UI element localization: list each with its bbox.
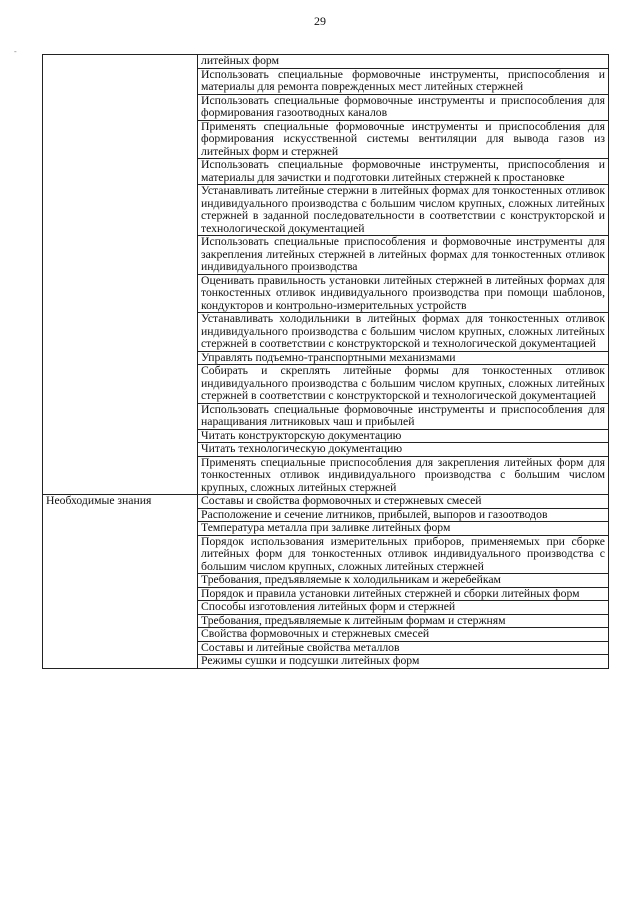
requirement-item: Управлять подъемно-транспортными механизмами [198, 351, 609, 365]
requirement-item: Устанавливать литейные стержни в литейных формах для тонкостенных отливок индивидуального производства с большим числом крупных, сложных литейных стержней в заданной последовательности в соответствии с конструкторской и технологической документацией [198, 185, 609, 236]
requirement-item: Способы изготовления литейных форм и стержней [198, 601, 609, 615]
requirement-item: Использовать специальные приспособления и формовочные инструменты для закрепления литейных стержней в литейных формах для тонкостенных отливок индивидуального производства [198, 236, 609, 275]
table-row [43, 495, 609, 509]
section-label: Необходимые знания [43, 495, 198, 669]
requirement-item: Читать конструкторскую документацию [198, 429, 609, 443]
requirement-item: Устанавливать холодильники в литейных формах для тонкостенных отливок индивидуального производства с большим числом крупных, сложных литейных стержней в соответствии с конструкторской и технологической документацией [198, 313, 609, 352]
requirement-item: Свойства формовочных и стержневых смесей [198, 628, 609, 642]
requirement-item: Использовать специальные формовочные инструменты, приспособления и материалы для зачистки и подготовки литейных стержней к простановке [198, 159, 609, 185]
requirement-item: Использовать специальные формовочные инструменты и приспособления для наращивания литниковых чаш и прибылей [198, 403, 609, 429]
requirement-item: Требования, предъявляемые к литейным формам и стержням [198, 614, 609, 628]
page-number: 29 [314, 14, 326, 28]
requirement-item: Использовать специальные формовочные инструменты и приспособления для формирования газоотводных каналов [198, 94, 609, 120]
requirement-item: Требования, предъявляемые к холодильникам и жеребейкам [198, 574, 609, 588]
requirement-item: Читать технологическую документацию [198, 443, 609, 457]
requirement-item: Оценивать правильность установки литейных стержней в литейных формах для тонкостенных отливок индивидуального производства при помощи шаблонов, кондукторов и контрольно-измерительных устройств [198, 274, 609, 313]
section-label [43, 55, 198, 495]
requirement-item: Режимы сушки и подсушки литейных форм [198, 655, 609, 669]
requirement-item: Использовать специальные формовочные инструменты, приспособления и материалы для ремонта поврежденных мест литейных стержней [198, 68, 609, 94]
requirement-item: Применять специальные приспособления для закрепления литейных форм для тонкостенных отливок индивидуального производства с большим числом крупных, сложных литейных стержней [198, 456, 609, 495]
requirement-item: Температура металла при заливке литейных форм [198, 522, 609, 536]
requirement-item: Порядок использования измерительных приборов, применяемых при сборке литейных форм для тонкостенных отливок индивидуального производства с большим числом крупных, сложных литейных стержней [198, 535, 609, 574]
margin-mark: - [14, 47, 17, 56]
requirement-item: Составы и литейные свойства металлов [198, 641, 609, 655]
requirements-table [42, 54, 609, 669]
requirement-item: Составы и свойства формовочных и стержневых смесей [198, 495, 609, 509]
requirement-item: литейных форм [198, 55, 609, 69]
requirement-item: Собирать и скреплять литейные формы для тонкостенных отливок индивидуального производства с большим числом крупных, сложных литейных стержней в соответствии с конструкторской и технологической документацией [198, 365, 609, 404]
requirement-item: Расположение и сечение литников, прибылей, выпоров и газоотводов [198, 508, 609, 522]
requirement-item: Применять специальные формовочные инструменты и приспособления для формирования искусственной системы вентиляции для вывода газов из литейных форм и стержней [198, 120, 609, 159]
table-row [43, 55, 609, 69]
requirement-item: Порядок и правила установки литейных стержней и сборки литейных форм [198, 587, 609, 601]
